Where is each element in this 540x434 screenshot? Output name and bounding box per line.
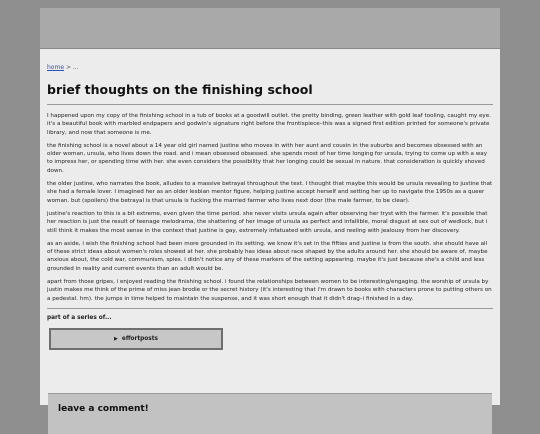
post-paragraph: as an aside, i wish the finishing school had been more grounded in its setting. we know it's set in the fifties and justine is from the south. she should have all of these strict ideas about women's roles showed at her. she probably has ideas about race shaped by the adults around her. she should be aware of, maybe anxious about, the cold war, communism, spies. i didn't notice any of these markers of the setting appearing. maybe it's just because she's a child and less grounded in reality and current events than an adult would be. xyxy=(47,240,488,272)
breadcrumb-home-link[interactable]: home xyxy=(47,64,65,71)
breadcrumb xyxy=(47,64,493,72)
main-content xyxy=(47,64,493,350)
series-name: effortposts xyxy=(121,335,158,342)
comment-section xyxy=(48,393,492,434)
header-banner xyxy=(40,8,500,49)
triangle-right-icon: ▶ xyxy=(114,335,118,342)
breadcrumb-separator: > ... xyxy=(65,64,79,71)
series-divider xyxy=(47,308,493,309)
post-paragraph: I happened upon my copy of the finishing school in a tub of books at a goodwill outlet. the pretty binding, green leather with gold leaf tooling, caught my eye. it's a beautiful book with marbled endpapers and godwin's signature right before the frontispiece–this was a signed first edition printed for someone's private library, and now that someone is me. xyxy=(47,113,491,136)
page-title: brief thoughts on the finishing school xyxy=(47,82,313,97)
post-paragraph: justine's reaction to this is a bit extreme, even given the time period. she never visits ursula again after observing her tryst with the farmer. it's possible that her reaction is just the result of teenage melodrama, the shattering of her image of ursula as perfect and infallible, moral disgust at sex out of wedlock, but i still think it makes the most sense in the context that justine is gay, extremely infatuated with ursula, and reeling with jealousy from her discovery. xyxy=(47,210,488,234)
page-container xyxy=(40,8,500,414)
post-paragraph: the older justine, who narrates the book, alludes to a massive betrayal throughout the text. I thought that maybe this would be ursula revealing to justine that she had a female lover. I imagined her as an older lesbian mentor figure, helping justine accept herself and setting her up to navigate the 1950s as a queer woman. but (spoilers) the betrayal is that ursula is fucking the married farmer who lives next door (the male farmer, to be clear). xyxy=(47,181,493,204)
post-paragraph: the finishing school is a novel about a 14 year old girl named justine who moves in with her aunt and cousin in the suburbs and becomes obsessed with an older woman, ursula, who lives down the road. and i mean obsessed obsessed. she spends most of her time longing for ursula, trying to come up with a way to impress her, or spending time with her. she even considers the possibility that her longing could be sexual in nature. that consideration is quickly shoved down. xyxy=(47,142,488,174)
series-label: part of a series of... xyxy=(47,314,112,321)
series-toggle-button[interactable] xyxy=(49,328,223,350)
title-divider xyxy=(47,104,493,105)
comment-heading: leave a comment! xyxy=(58,404,149,414)
post-paragraph: apart from those gripes, i enjoyed reading the finishing school. i found the relationships between women to be interesting/engaging. the worship of ursula by justin makes me think of the prime of miss jean brodie or the secret history (it's interesting that i'm drawn to books with characters prone to putting others on a pedestal. hm). the jumps in time helped to maintain the suspense, and it was short enough that it didn't drag–i finished in a day. xyxy=(47,279,492,302)
